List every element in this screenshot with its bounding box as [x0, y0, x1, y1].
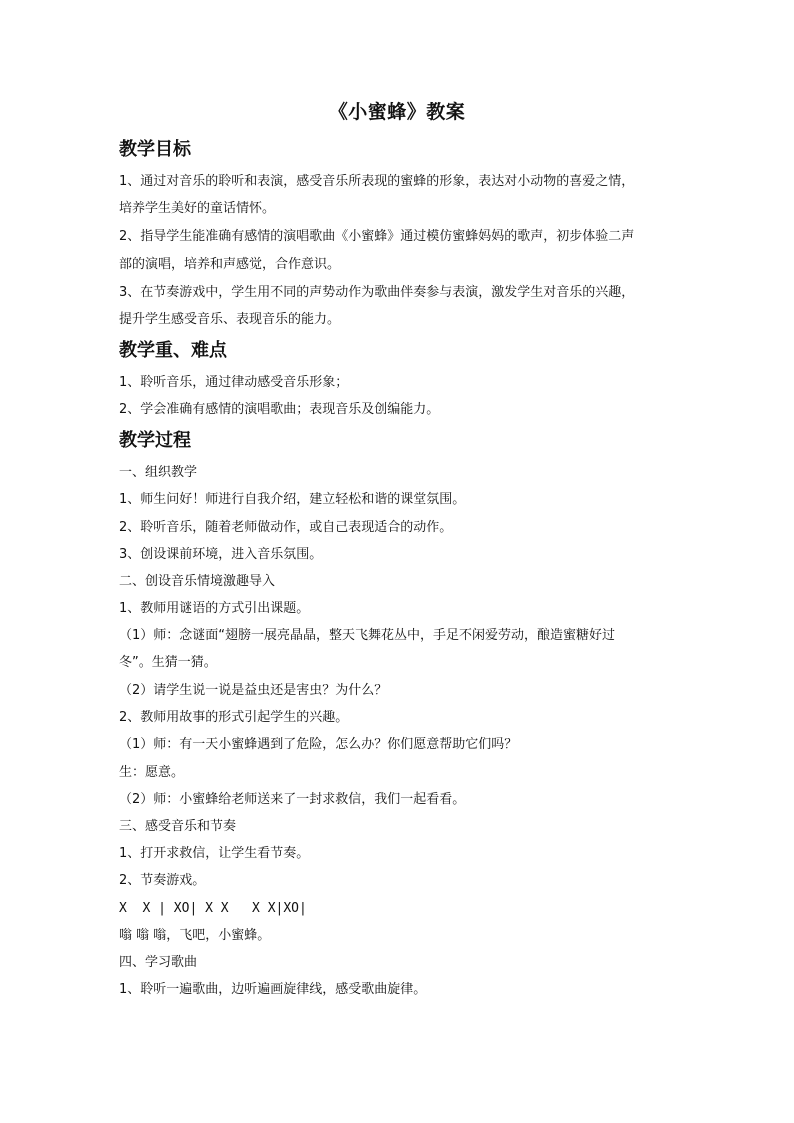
section-heading-process: 教学过程 — [119, 430, 191, 451]
section-heading-goals: 教学目标 — [119, 139, 191, 160]
process-line-10: 2、教师用故事的形式引起学生的兴趣。 — [119, 710, 349, 725]
process-line-18: 嗡 嗡 嗡，飞吧，小蜜蜂。 — [119, 928, 271, 943]
process-line-14: 三、感受音乐和节奏 — [119, 819, 237, 834]
process-line-20: 1、聆听一遍歌曲，边听遍画旋律线，感受歌曲旋律。 — [119, 982, 427, 997]
process-line-6: 1、教师用谜语的方式引出课题。 — [119, 601, 310, 616]
section-heading-key-points: 教学重、难点 — [119, 340, 227, 361]
process-line-11: （1）师：有一天小蜜蜂遇到了危险，怎么办？你们愿意帮助它们吗？ — [119, 737, 518, 752]
process-line-16: 2、节奏游戏。 — [119, 873, 206, 888]
goals-line-2: 培养学生美好的童话情怀。 — [119, 201, 276, 216]
process-line-15: 1、打开求救信，让学生看节奏。 — [119, 846, 310, 861]
key-points-line-1: 1、聆听音乐，通过律动感受音乐形象； — [119, 375, 349, 390]
process-line-3: 2、聆听音乐，随着老师做动作，或自己表现适合的动作。 — [119, 520, 453, 535]
goals-line-5: 3、在节奏游戏中，学生用不同的声势动作为歌曲伴奏参与表演，激发学生对音乐的兴趣， — [119, 285, 635, 300]
process-line-19: 四、学习歌曲 — [119, 955, 198, 970]
goals-line-1: 1、通过对音乐的聆听和表演，感受音乐所表现的蜜蜂的形象，表达对小动物的喜爱之情， — [119, 174, 635, 189]
process-line-9: （2）请学生说一说是益虫还是害虫？为什么？ — [119, 683, 388, 698]
process-line-13: （2）师：小蜜蜂给老师送来了一封求救信，我们一起看看。 — [119, 792, 466, 807]
process-line-12: 生：愿意。 — [119, 765, 185, 780]
process-line-1: 一、组织教学 — [119, 465, 198, 480]
process-line-8: 冬”。生猜一猜。 — [119, 655, 217, 670]
key-points-line-2: 2、学会准确有感情的演唱歌曲；表现音乐及创编能力。 — [119, 402, 440, 417]
goals-line-3: 2、指导学生能准确有感情的演唱歌曲《小蜜蜂》通过模仿蜜蜂妈妈的歌声，初步体验二声 — [119, 229, 635, 244]
document-title: 《小蜜蜂》教案 — [328, 101, 466, 123]
goals-line-6: 提升学生感受音乐、表现音乐的能力。 — [119, 312, 341, 327]
process-line-2: 1、师生问好！师进行自我介绍，建立轻松和谐的课堂氛围。 — [119, 492, 466, 507]
process-line-7: （1）师：念谜面“翅膀一展亮晶晶，整天飞舞花丛中，手足不闲爱劳动，酿造蜜糖好过 — [119, 628, 616, 643]
rhythm-notation: X X | XO| X X X X|XO| — [119, 901, 307, 916]
process-line-5: 二、创设音乐情境激趣导入 — [119, 574, 276, 589]
goals-line-4: 部的演唱，培养和声感觉，合作意识。 — [119, 257, 341, 272]
process-line-4: 3、创设课前环境，进入音乐氛围。 — [119, 547, 323, 562]
